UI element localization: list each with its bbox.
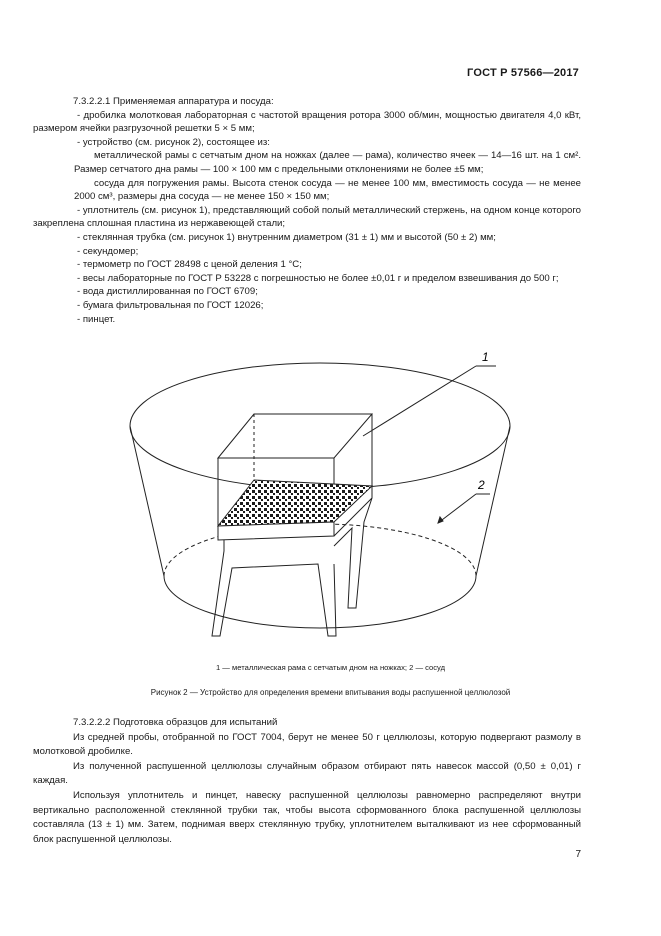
list-item: - весы лабораторные по ГОСТ Р 53228 с погрешностью не более ±0,01 г и пределом взвешивания до 500 г;	[77, 272, 559, 284]
list-item: сосуда для погружения рамы. Высота стенок сосуда — не менее 100 мм, вместимость сосуда — не менее 2000 см³, размеры дна сосуда — не менее 150 × 150 мм;	[74, 177, 581, 203]
figure-legend: 1 — металлическая рама с сетчатым дном на ножках; 2 — сосуд	[215, 663, 446, 672]
section-heading: 7.3.2.2.1 Применяемая аппаратура и посуда:	[73, 96, 274, 107]
list-item: металлической рамы с сетчатым дном на ножках (далее — рама), количество ячеек — 14—16 шт. на 1 см². Размер сетчатого дна рамы — 100 × 100 мм с предельными отклонениями не более ±5 мм;	[74, 150, 581, 175]
list-item: - пинцет.	[77, 313, 116, 325]
list-item: - секундомер;	[77, 245, 139, 257]
list-item: - вода дистиллированная по ГОСТ 6709;	[77, 286, 258, 298]
document-header: ГОСТ Р 57566—2017	[467, 67, 579, 79]
list-item: - дробилка молотковая лабораторная с частотой вращения ротора 3000 об/мин, мощностью двигателя 4,0 кВт, размером ячейки разгрузочной решетки 5 × 5 мм;	[33, 109, 581, 135]
page-number: 7	[575, 849, 581, 860]
list-item: - устройство (см. рисунок 2), состоящее из:	[77, 136, 270, 148]
paragraph: Используя уплотнитель и пинцет, навеску распушенной целлюлозы равномерно распределяют внутри вертикально расположенной стеклянной трубки так, чтобы высота сформованного блока распушенной целлюлозы составляла (13 ± 1) мм. Затем, поднимая вверх стеклянную трубку, уплотнителем выталкивают из нее сформованный блок распушенной целлюлозы.	[33, 789, 581, 845]
list-item: - уплотнитель (см. рисунок 1), представляющий собой полый металлический стержень, на одном конце которого закреплена сплошная пластина из нержавеющей стали;	[33, 204, 581, 230]
section-sample-preparation	[33, 716, 581, 847]
figure-caption: Рисунок 2 — Устройство для определения времени впитывания воды распушенной целлюлозой	[150, 688, 511, 697]
section-apparatus	[33, 95, 581, 326]
callout-label-1: 1	[482, 350, 489, 364]
section-heading: 7.3.2.2.2 Подготовка образцов для испытаний	[73, 717, 278, 728]
list-item: - термометр по ГОСТ 28498 с ценой деления 1 °С;	[77, 259, 302, 271]
figure-apparatus-drawing	[120, 346, 540, 656]
list-item: - стеклянная трубка (см. рисунок 1) внутренним диаметром (31 ± 1) мм и высотой (50 ± 2) мм;	[77, 231, 496, 243]
paragraph: Из средней пробы, отобранной по ГОСТ 7004, берут не менее 50 г целлюлозы, которую подвергают размолу в молотковой дробилке.	[33, 731, 581, 758]
mesh-frame-drawing	[212, 414, 372, 636]
paragraph: Из полученной распушенной целлюлозы случайным образом отбирают пять навесок массой (0,50 ± 0,01) г каждая.	[33, 760, 581, 787]
list-item: - бумага фильтровальная по ГОСТ 12026;	[77, 299, 264, 311]
callout-label-2: 2	[478, 478, 485, 492]
